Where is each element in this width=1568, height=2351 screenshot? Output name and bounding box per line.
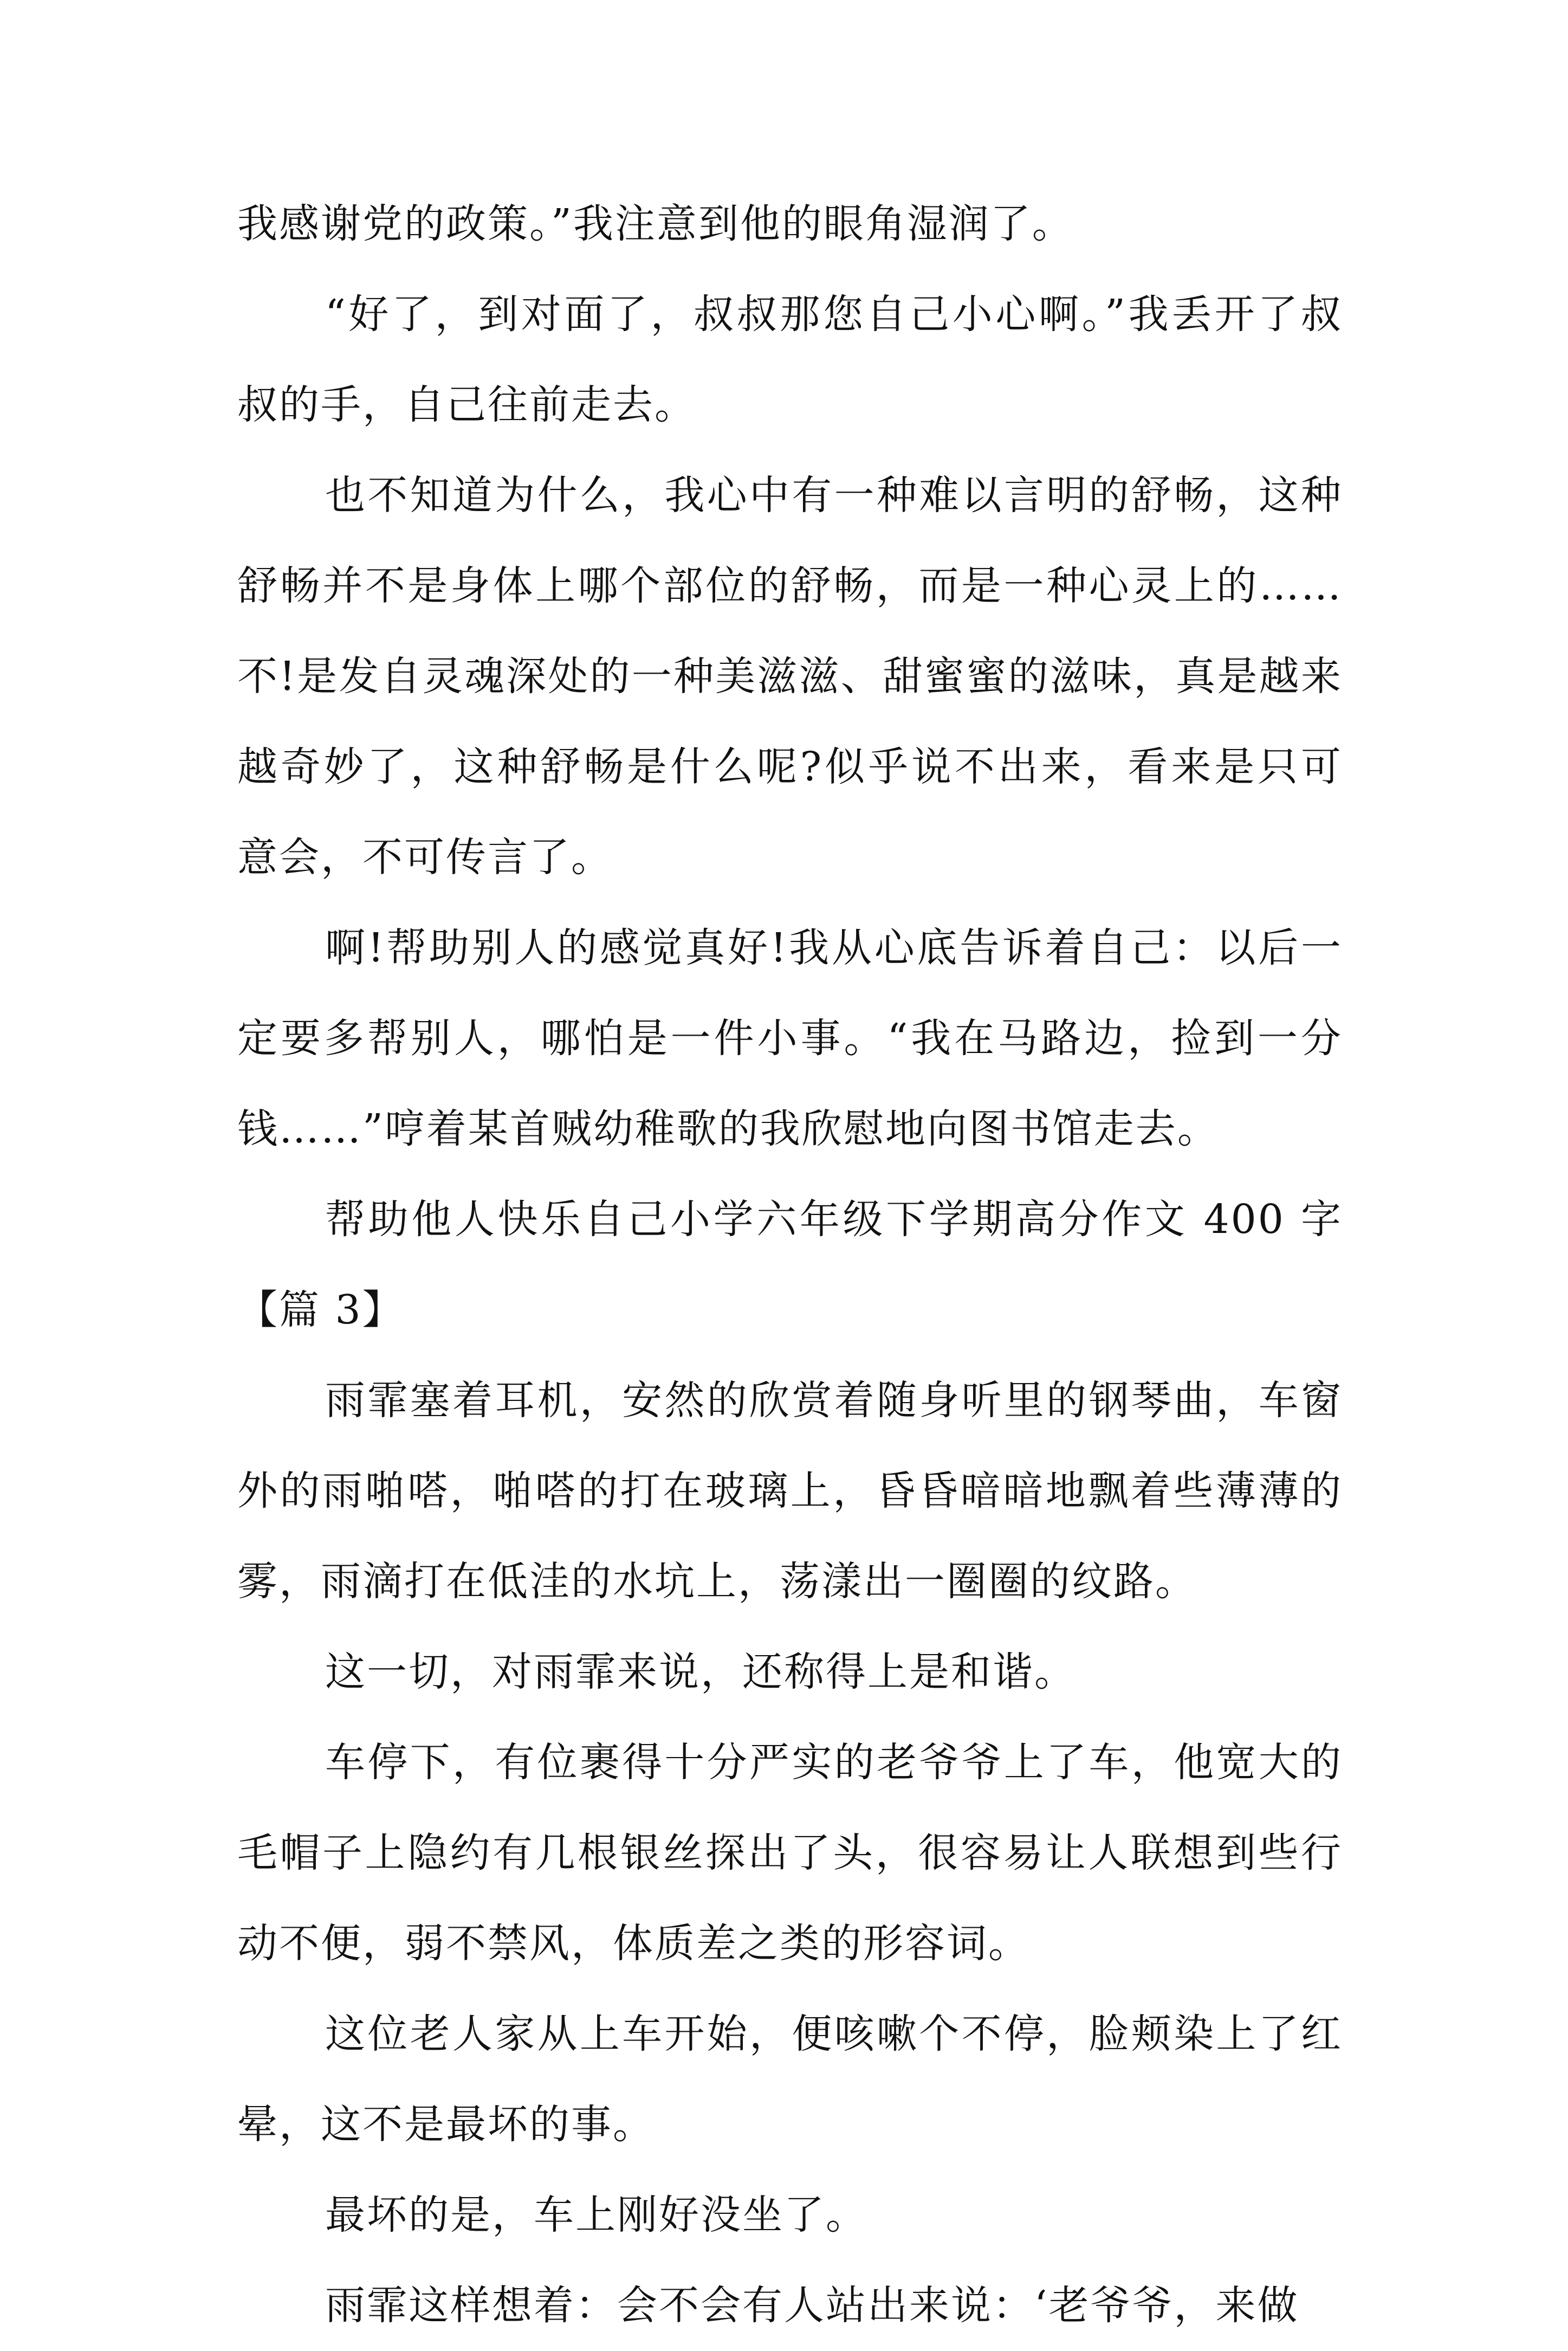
paragraph: 这位老人家从上车开始，便咳嗽个不停，脸颊染上了红晕，这不是最坏的事。 — [237, 2011, 1343, 2148]
document-body — [237, 179, 1343, 2351]
paragraph: 车停下，有位裹得十分严实的老爷爷上了车，他宽大的毛帽子上隐约有几根银丝探出了头，很容易让人联想到些行动不便，弱不禁风，体质差之类的形容词。 — [237, 1739, 1343, 1967]
section-heading: 帮助他人快乐自己小学六年级下学期高分作文 400 字【篇 3】 — [237, 1196, 1343, 1333]
paragraph: 也不知道为什么，我心中有一种难以言明的舒畅，这种舒畅并不是身体上哪个部位的舒畅，而是一种心灵上的……不!是发自灵魂深处的一种美滋滋、甜蜜蜜的滋味，真是越来越奇妙了，这种舒畅是什么呢?似乎说不出来，看来是只可意会，不可传言了。 — [237, 472, 1343, 881]
paragraph: 啊!帮助别人的感觉真好!我从心底告诉着自己：以后一定要多帮别人，哪怕是一件小事。“我在马路边，捡到一分钱……”哼着某首贼幼稚歌的我欣慰地向图书馆走去。 — [237, 925, 1343, 1152]
paragraph: 这一切，对雨霏来说，还称得上是和谐。 — [325, 1649, 1076, 1695]
paragraph: 最坏的是，车上刚好没坐了。 — [325, 2192, 867, 2238]
paragraph: 雨霏这样想着：会不会有人站出来说：‘老爷爷，来做 — [325, 2282, 1299, 2329]
paragraph: 雨霏塞着耳机，安然的欣赏着随身听里的钢琴曲，车窗外的雨啪嗒，啪嗒的打在玻璃上，昏昏暗暗地飘着些薄薄的雾，雨滴打在低洼的水坑上，荡漾出一圈圈的纹路。 — [237, 1377, 1343, 1605]
paragraph: “好了，到对面了，叔叔那您自己小心啊。”我丢开了叔叔的手，自己往前走去。 — [237, 291, 1343, 428]
paragraph: 我感谢党的政策。”我注意到他的眼角湿润了。 — [237, 201, 1074, 247]
